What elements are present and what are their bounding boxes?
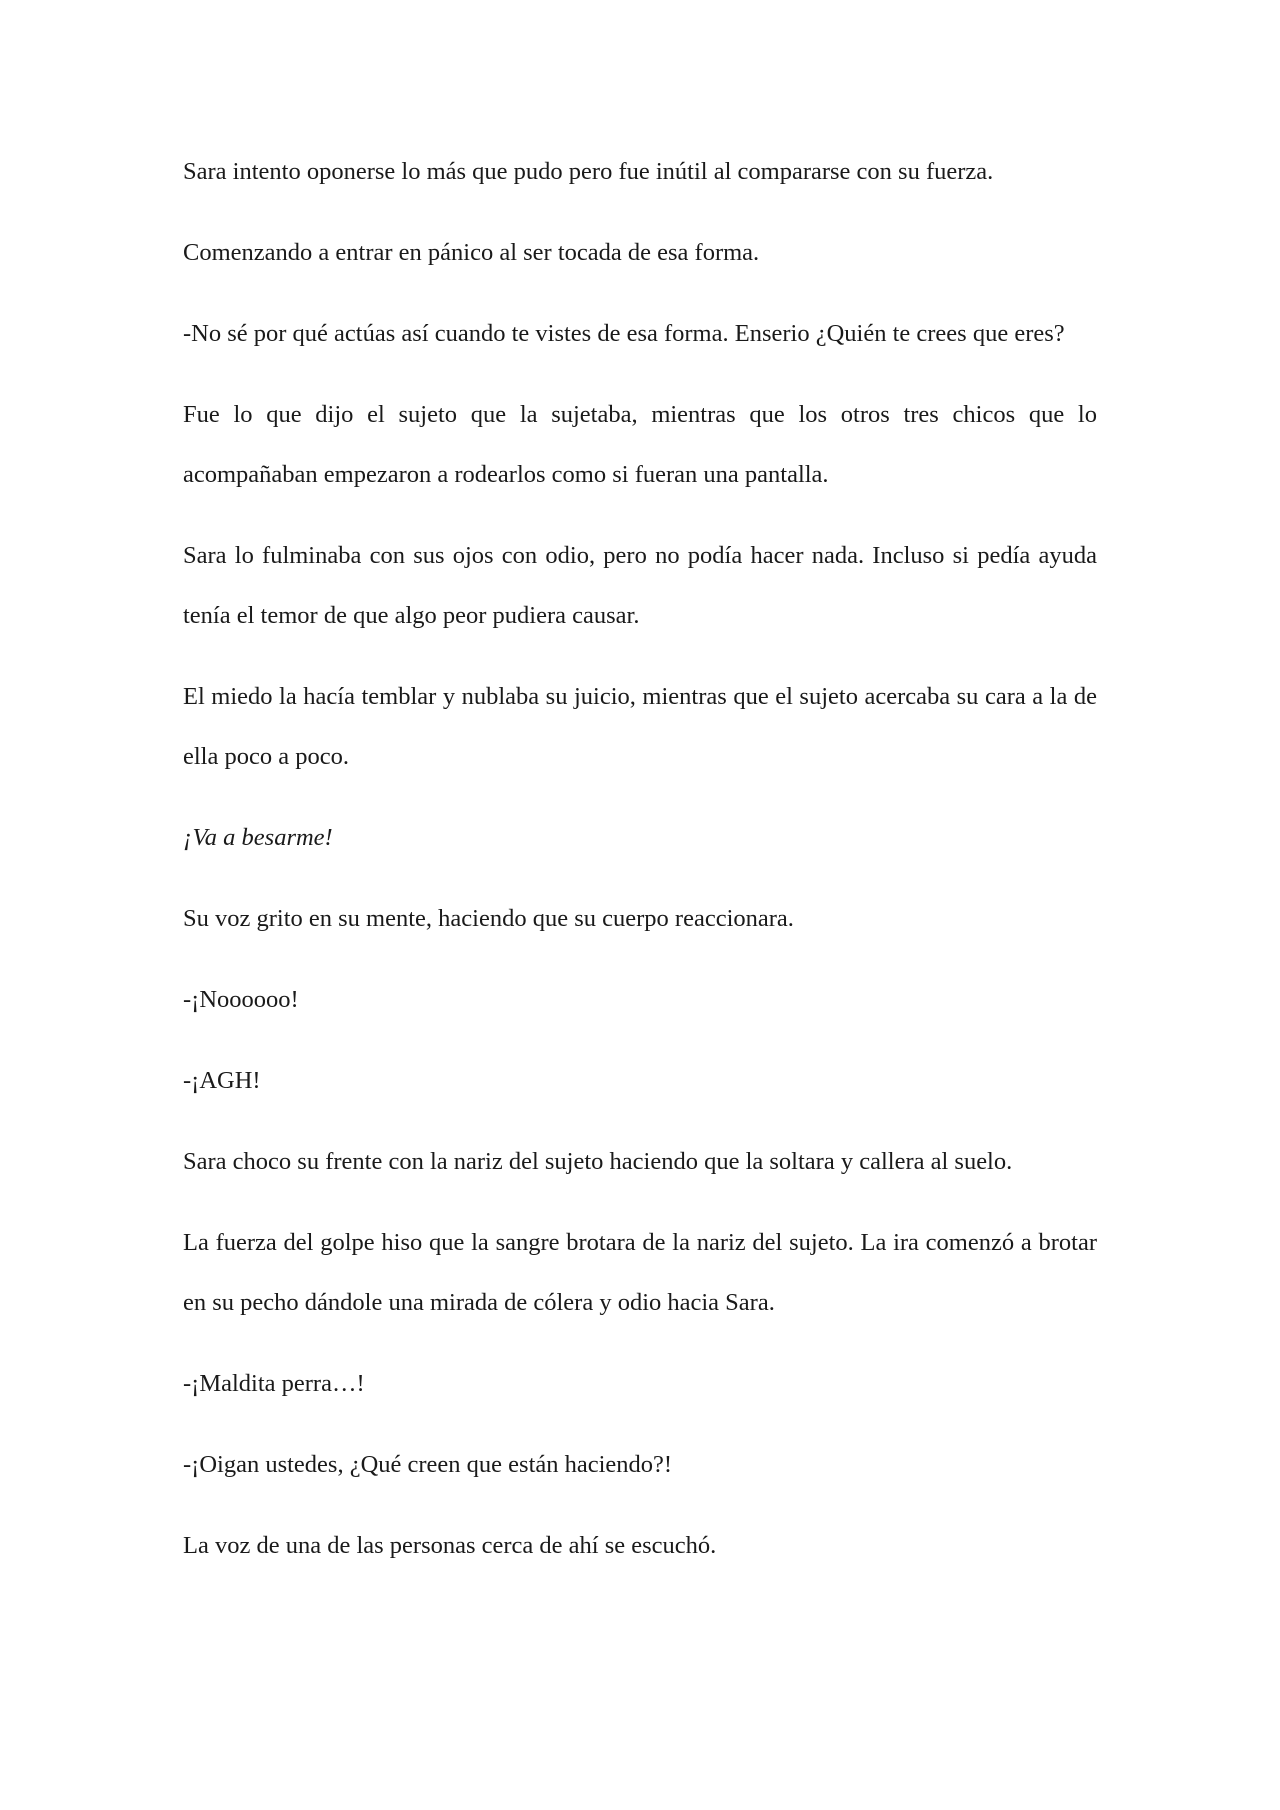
body-text: [183, 142, 1097, 1597]
paragraph-10-dialogue: -¡AGH!: [183, 1067, 261, 1094]
paragraph-14-dialogue: -¡Oigan ustedes, ¿Qué creen que están haciendo?!: [183, 1451, 673, 1478]
paragraph-2: Comenzando a entrar en pánico al ser tocada de esa forma.: [183, 239, 760, 266]
paragraph-15: La voz de una de las personas cerca de ahí se escuchó.: [183, 1532, 717, 1559]
paragraph-4: Fue lo que dijo el sujeto que la sujetaba, mientras que los otros tres chicos que lo acompañaban empezaron a rodearlos como si fueran una pantalla.: [183, 401, 1097, 488]
paragraph-8: Su voz grito en su mente, haciendo que su cuerpo reaccionara.: [183, 905, 794, 932]
paragraph-3: -No sé por qué actúas así cuando te vistes de esa forma. Enserio ¿Quién te crees que eres?: [183, 320, 1065, 347]
paragraph-5: Sara lo fulminaba con sus ojos con odio, pero no podía hacer nada. Incluso si pedía ayuda tenía el temor de que algo peor pudiera causar.: [183, 542, 1097, 629]
paragraph-6: El miedo la hacía temblar y nublaba su juicio, mientras que el sujeto acercaba su cara a la de ella poco a poco.: [183, 683, 1097, 770]
paragraph-13-dialogue: -¡Maldita perra…!: [183, 1370, 365, 1397]
paragraph-7-thought: ¡Va a besarme!: [183, 824, 333, 851]
paragraph-12: La fuerza del golpe hiso que la sangre brotara de la nariz del sujeto. La ira comenzó a brotar en su pecho dándole una mirada de cólera y odio hacia Sara.: [183, 1229, 1097, 1316]
paragraph-9-dialogue: -¡Noooooo!: [183, 986, 299, 1013]
paragraph-11: Sara choco su frente con la nariz del sujeto haciendo que la soltara y callera al suelo.: [183, 1148, 1013, 1175]
paragraph-1: Sara intento oponerse lo más que pudo pero fue inútil al compararse con su fuerza.: [183, 158, 994, 185]
